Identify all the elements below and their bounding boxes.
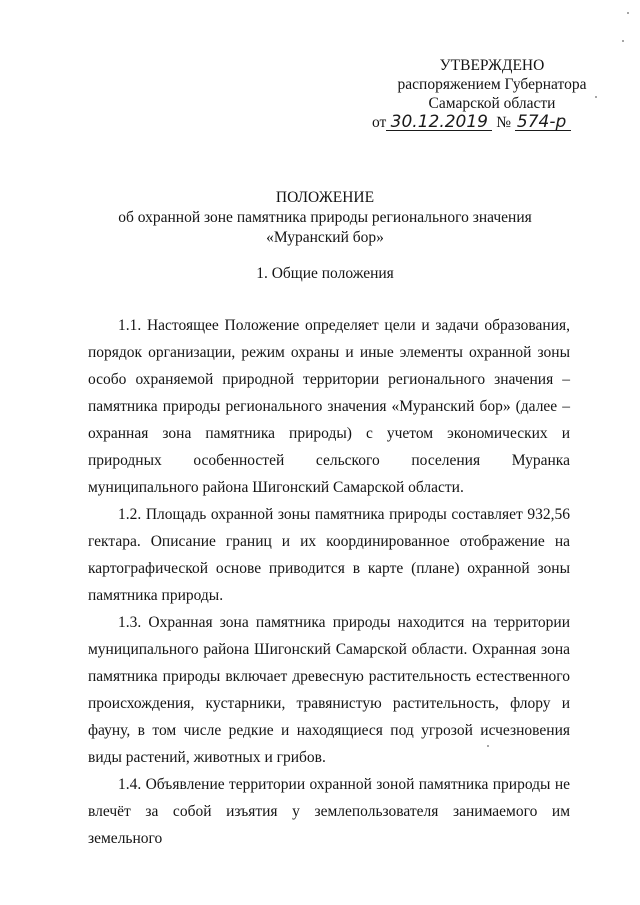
- approval-date-row: [372, 113, 612, 132]
- handwritten-date: 30.12.2019: [386, 114, 492, 131]
- scan-speck: [627, 12, 629, 14]
- paragraph-1-2: 1.2. Площадь охранной зоны памятника природы составляет 932,56 гектара. Описание границ и их координированное отображение на картографической основе приводится в карте (плане) охранной зоны памятника природы.: [88, 506, 570, 604]
- paragraph-1-3: 1.3. Охранная зона памятника природы находится на территории муниципального района Шигонский Самарской области. Охранная зона памятника природы включает древесную растительность естественного происхождения, кустарники, травянистую растительность, флору и фауну, в том числе редкие и находящиеся под угрозой исчезновения виды растений, животных и грибов.: [88, 614, 570, 766]
- date-prefix: от: [372, 114, 387, 131]
- approval-line-1: распоряжением Губернатора: [397, 76, 587, 93]
- title-line-3: «Муранский бор»: [266, 229, 384, 246]
- document-title: [80, 188, 570, 248]
- title-line-2: об охранной зоне памятника природы регионального значения: [118, 209, 532, 226]
- approval-line-2: Самарской области: [428, 95, 556, 112]
- scan-speck: [622, 40, 624, 42]
- approval-heading: УТВЕРЖДЕНО: [439, 57, 545, 74]
- section-heading: 1. Общие положения: [256, 265, 394, 282]
- approval-stamp-block: [372, 56, 612, 132]
- body-text: [88, 312, 570, 852]
- title-line-1: ПОЛОЖЕНИЕ: [275, 189, 375, 206]
- handwritten-number: 574-р: [515, 114, 571, 131]
- paragraph-1-4: 1.4. Объявление территории охранной зоной памятника природы не влечёт за собой изъятия у землепользователя занимаемого им земельного: [88, 776, 570, 847]
- paragraph-1-1: 1.1. Настоящее Положение определяет цели и задачи образования, порядок организации, режим охраны и иные элементы охранной зоны особо охраняемой природной территории регионального значения – памятника природы регионального значения «Муранский бор» (далее – охранная зона памятника природы) с учетом экономических и природных особенностей сельского поселения Муранка муниципального района Шигонский Самарской области.: [88, 317, 570, 496]
- number-prefix: №: [496, 114, 511, 131]
